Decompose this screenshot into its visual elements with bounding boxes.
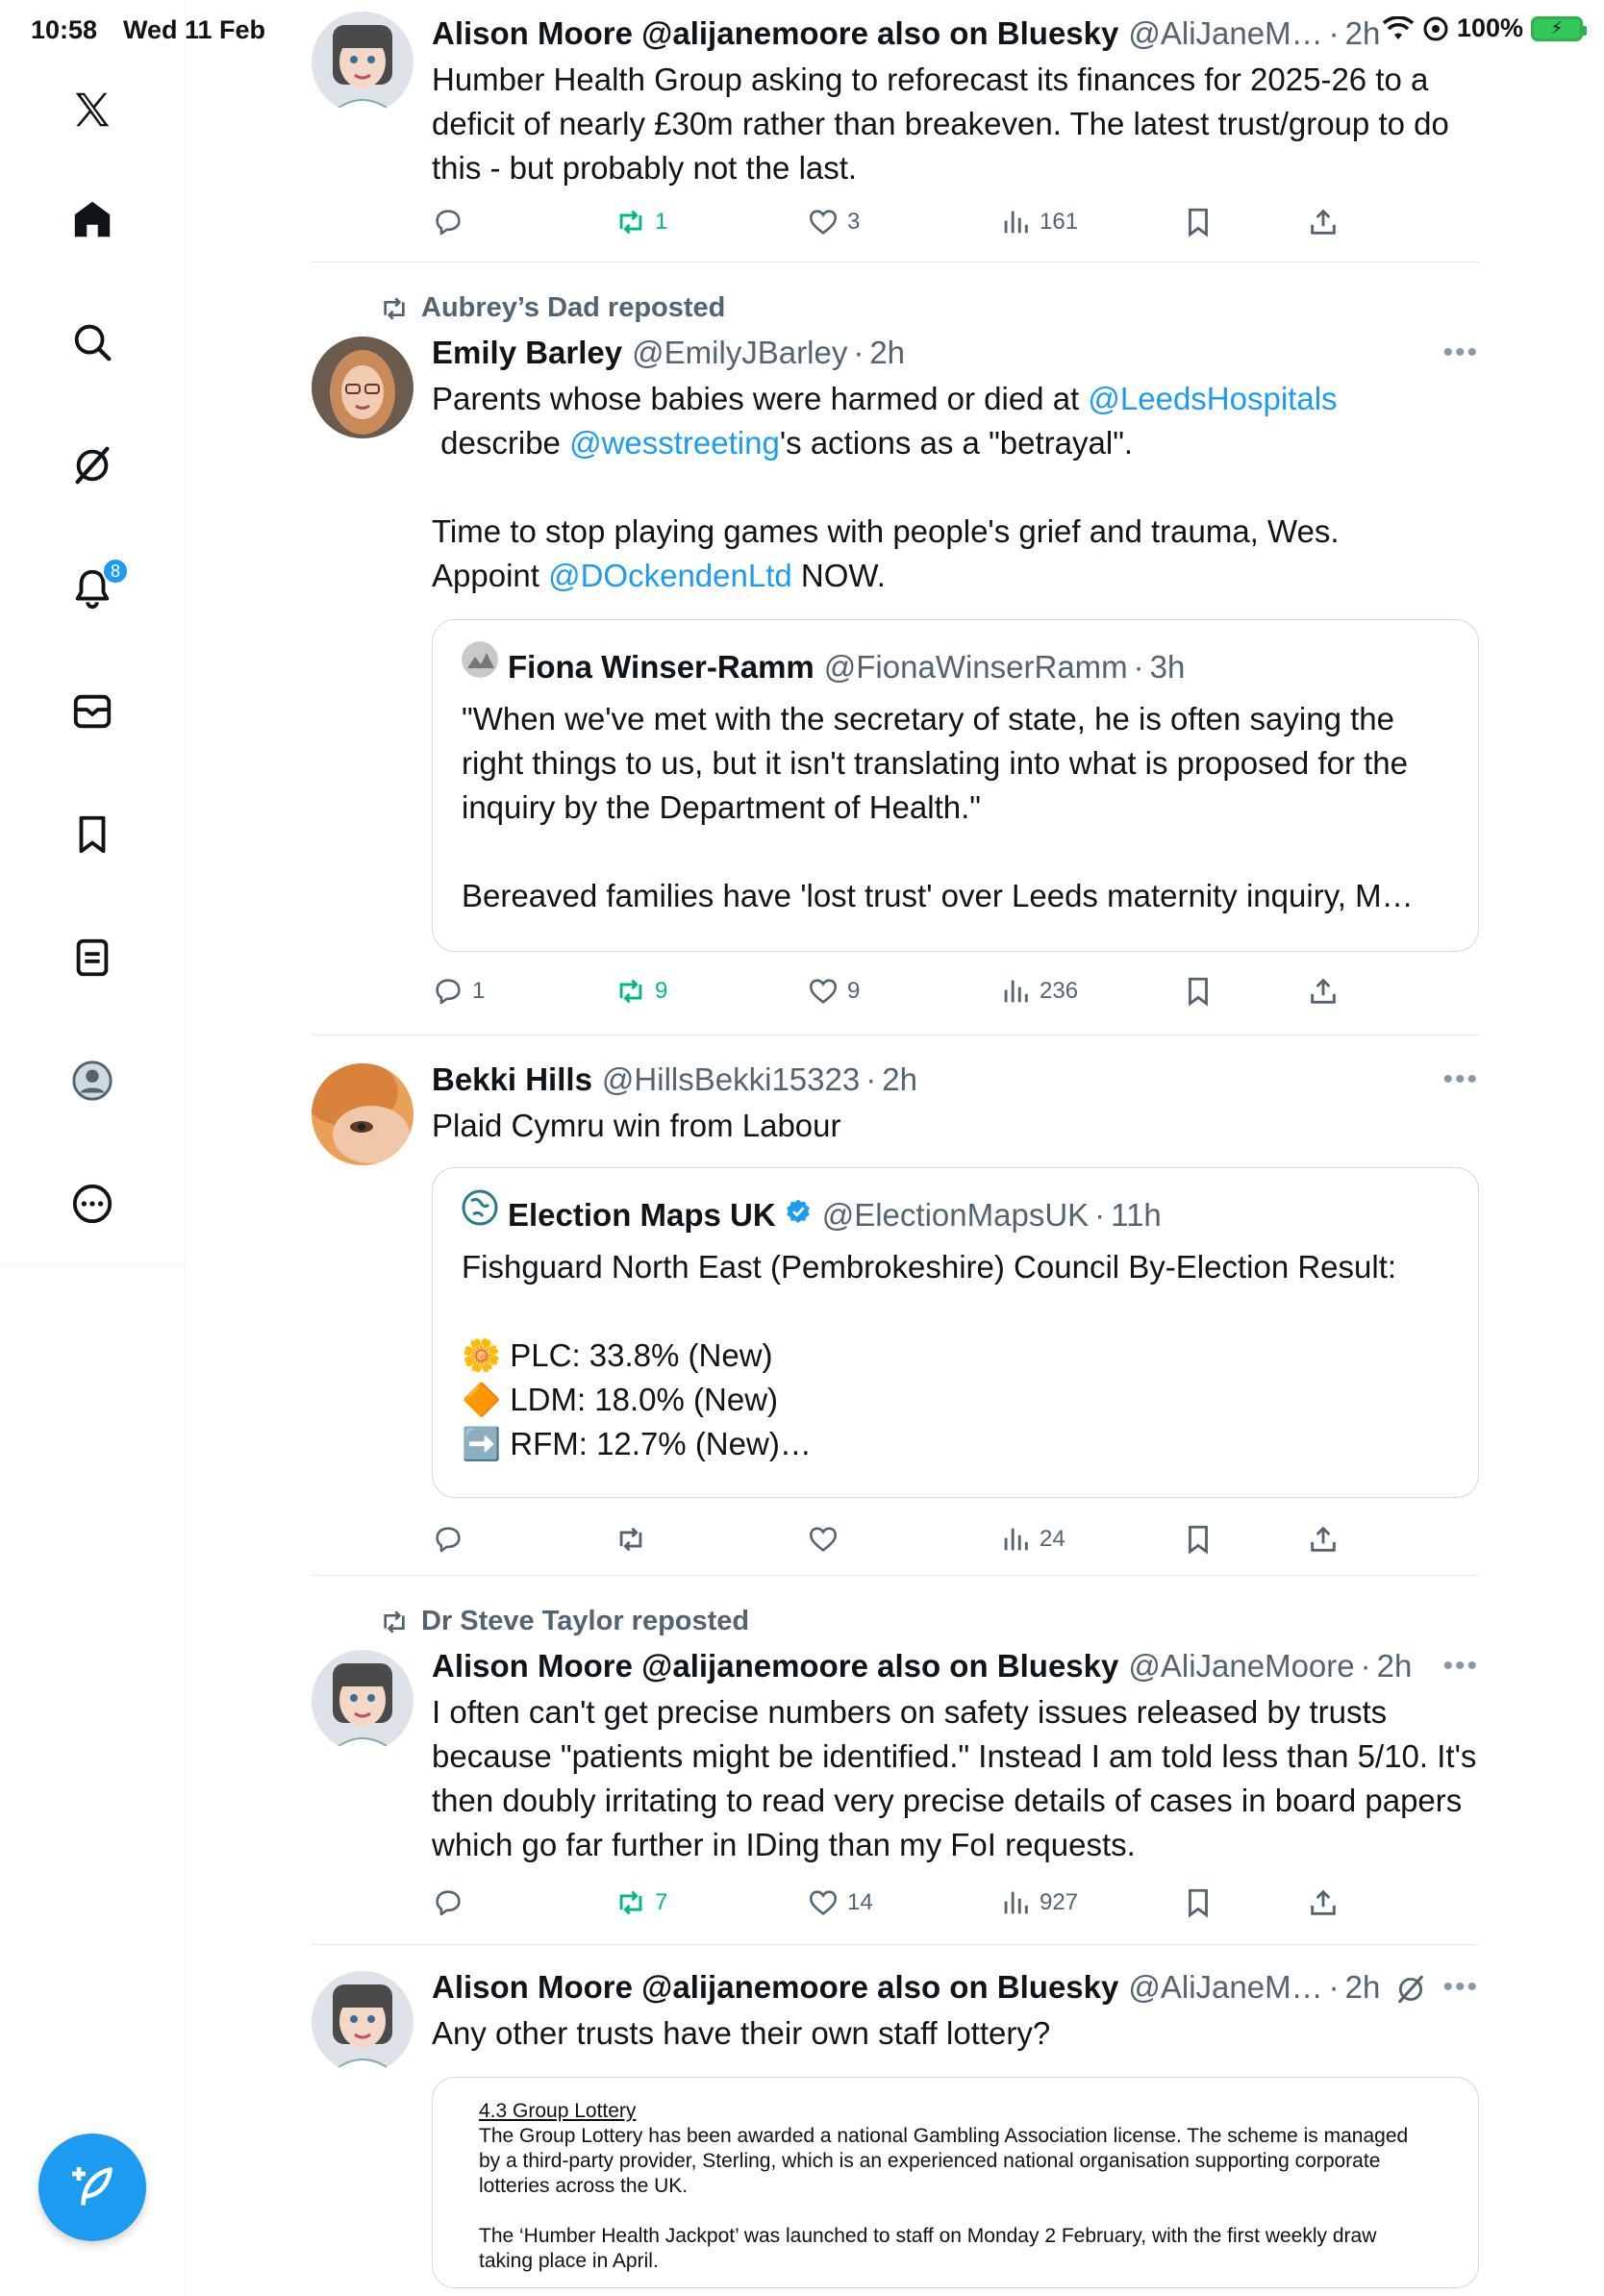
post-time[interactable]: 2h — [1376, 1648, 1413, 1684]
quote-author-name[interactable]: Election Maps UK — [508, 1197, 776, 1233]
share-icon — [1307, 206, 1340, 238]
views-button[interactable] — [999, 1523, 1065, 1556]
search-icon[interactable] — [65, 315, 119, 369]
post-text: Any other trusts have their own staff lottery? — [432, 2015, 1051, 2051]
repost-count: 1 — [655, 209, 668, 235]
more-options-icon[interactable]: ••• — [1442, 1650, 1479, 1682]
author-name[interactable]: Alison Moore @alijanemoore also on Bluesky — [432, 1969, 1119, 2005]
quote-author-handle[interactable]: @ElectionMapsUK — [821, 1197, 1090, 1233]
grok-icon[interactable] — [1394, 1973, 1427, 2006]
author-name[interactable]: Alison Moore @alijanemoore also on Bluesky — [432, 15, 1119, 51]
views-button[interactable] — [999, 206, 1078, 238]
sidebar — [0, 0, 186, 2296]
quote-header: Election Maps UK @ElectionMapsUK · 11h — [462, 1189, 1449, 1234]
post-actions — [432, 975, 1355, 1013]
post-divider — [312, 1035, 1479, 1036]
more-options-icon[interactable]: ••• — [1442, 1063, 1479, 1095]
quote-avatar — [462, 1189, 498, 1226]
avatar[interactable] — [312, 337, 414, 438]
like-count: 14 — [847, 1889, 873, 1915]
reply-button[interactable] — [432, 975, 485, 1008]
mention-link[interactable]: @DOckendenLtd — [548, 558, 792, 593]
reply-button[interactable] — [432, 1886, 464, 1919]
bookmarks-icon[interactable] — [65, 808, 119, 861]
repost-button[interactable] — [614, 1523, 647, 1556]
compose-button[interactable] — [38, 2134, 146, 2241]
mention-link[interactable]: @wesstreeting — [569, 425, 780, 461]
doc-paragraph: The Group Lottery has been awarded a national Gambling Association license. The scheme is managed by a third-party provider, Sterling, which is an experienced national organisation supporting corporate lotteries across the UK. — [479, 2125, 1409, 2197]
views-icon — [999, 206, 1032, 238]
post-actions — [432, 1523, 1355, 1561]
views-button[interactable] — [999, 975, 1078, 1008]
quote-time: 3h — [1149, 649, 1186, 685]
like-button[interactable] — [807, 1523, 840, 1556]
post-divider — [312, 1575, 1479, 1576]
author-handle[interactable]: @AliJaneM… — [1128, 15, 1323, 51]
result-line: 🔶 LDM: 18.0% (New) — [462, 1382, 779, 1417]
post-text: Parents whose babies were harmed or died at @LeedsHospitals describe @wesstreeting's actions as a "betrayal". Time to stop playing games with people's grief and trauma, Wes. Appoint @DOckendenLtd NOW. — [432, 381, 1340, 593]
result-line: ➡️ RFM: 12.7% (New)… — [462, 1426, 812, 1461]
battery-percent: 100% — [1456, 13, 1523, 42]
x-logo-icon[interactable] — [65, 83, 119, 137]
quote-link-title: Bereaved families have 'lost trust' over Leeds maternity inquiry, M… — [462, 878, 1414, 913]
post-header: Alison Moore @alijanemoore also on Bluesky @AliJaneMoore · 2h — [432, 1644, 1479, 1688]
bookmark-button[interactable] — [1182, 975, 1215, 1008]
views-icon — [999, 975, 1032, 1008]
share-icon — [1307, 1886, 1340, 1919]
doc-paragraph: The ‘Humber Health Jackpot’ was launched to staff on Monday 2 February, with the first weekly draw taking place in April. — [479, 2225, 1377, 2272]
bookmark-icon — [1182, 206, 1215, 238]
quote-avatar — [462, 641, 498, 678]
heart-icon — [807, 1886, 840, 1919]
share-button[interactable] — [1307, 206, 1340, 238]
quote-text: "When we've met with the secretary of state, he is often saying the right things to us, but it isn't translating into what is proposed for the inquiry by the Department of Health." — [462, 701, 1417, 825]
quote-author-handle[interactable]: @FionaWinserRamm — [823, 649, 1128, 685]
repost-icon — [379, 293, 410, 324]
grok-icon[interactable] — [65, 438, 119, 492]
reply-icon — [432, 1523, 464, 1556]
post-actions — [432, 1886, 1355, 1925]
views-count: 927 — [1040, 1889, 1079, 1915]
like-button[interactable] — [807, 975, 860, 1008]
bookmark-icon — [1182, 1523, 1215, 1556]
reposted-by[interactable]: Dr Steve Taylor reposted — [421, 1606, 750, 1636]
author-name[interactable]: Alison Moore @alijanemoore also on Bluesky — [432, 1648, 1119, 1684]
bookmark-icon — [1182, 1886, 1215, 1919]
author-name[interactable]: Bekki Hills — [432, 1061, 592, 1097]
like-button[interactable] — [807, 1886, 873, 1919]
more-options-icon[interactable]: ••• — [1442, 1971, 1479, 2003]
repost-count: 7 — [655, 1889, 668, 1915]
post-header: Alison Moore @alijanemoore also on Bluesky @AliJaneM… · 2h — [432, 1965, 1479, 2009]
post-time[interactable]: 2h — [882, 1061, 917, 1097]
heart-icon — [807, 206, 840, 238]
post-text: Plaid Cymru win from Labour — [432, 1108, 841, 1143]
doc-heading: 4.3 Group Lottery — [479, 2100, 637, 2122]
home-icon[interactable] — [65, 192, 119, 246]
repost-indicator — [379, 1606, 749, 1637]
reply-icon — [432, 206, 464, 238]
repost-icon — [379, 1607, 410, 1637]
author-handle[interactable]: @AliJaneM… — [1128, 1969, 1323, 2005]
reply-icon — [432, 1886, 464, 1919]
like-count: 9 — [847, 978, 861, 1004]
post-header: Bekki Hills @HillsBekki15323 · 2h — [432, 1058, 1479, 1102]
reply-icon — [432, 975, 464, 1008]
reply-count: 1 — [472, 978, 486, 1004]
quoted-post[interactable] — [432, 1167, 1479, 1498]
quote-author-name[interactable]: Fiona Winser-Ramm — [508, 649, 815, 685]
avatar[interactable] — [312, 1971, 414, 2073]
author-name[interactable]: Emily Barley — [432, 335, 623, 370]
views-count: 236 — [1040, 978, 1079, 1004]
quoted-post[interactable] — [432, 619, 1479, 952]
more-options-icon[interactable]: ••• — [1442, 337, 1479, 368]
repost-button[interactable] — [614, 206, 667, 238]
like-count: 3 — [847, 209, 861, 235]
heart-icon — [807, 1523, 840, 1556]
repost-indicator — [379, 292, 725, 324]
author-handle[interactable]: @AliJaneMoore — [1128, 1648, 1355, 1684]
reply-button[interactable] — [432, 206, 464, 238]
result-line: 🌼 PLC: 33.8% (New) — [462, 1337, 773, 1373]
views-count: 24 — [1040, 1526, 1065, 1552]
post-time[interactable]: 2h — [869, 335, 906, 370]
bookmark-button[interactable] — [1182, 1886, 1215, 1919]
repost-count: 9 — [655, 978, 668, 1004]
heart-icon — [807, 975, 840, 1008]
sidebar-divider — [0, 1264, 186, 1265]
post-divider — [312, 1944, 1479, 1945]
post-header: Alison Moore @alijanemoore also on Bluesky @AliJaneM… · 2h — [432, 12, 1479, 56]
repost-icon — [614, 975, 647, 1008]
repost-button[interactable] — [614, 975, 667, 1008]
post-actions — [432, 206, 1355, 244]
author-handle[interactable]: @EmilyJBarley — [632, 335, 848, 370]
repost-button[interactable] — [614, 1886, 667, 1919]
quote-header: Fiona Winser-Ramm @FionaWinserRamm · 3h — [462, 641, 1449, 686]
more-icon[interactable] — [65, 1177, 119, 1231]
repost-icon — [614, 1523, 647, 1556]
compose-feather-icon — [65, 2160, 119, 2214]
post-time[interactable]: 2h — [1344, 15, 1381, 51]
bookmark-button[interactable] — [1182, 206, 1215, 238]
views-button[interactable] — [999, 1886, 1078, 1919]
repost-icon — [614, 1886, 647, 1919]
status-time: 10:58 — [31, 15, 98, 44]
post-text: I often can't get precise numbers on safety issues released by trusts because "patients might be identified." Instead I am told less than 5/10. It's then doubly irritating to read very precise details of cases in board papers which go far further in IDing than my FoI requests. — [432, 1694, 1486, 1862]
attached-image[interactable] — [432, 2077, 1479, 2288]
lists-icon[interactable] — [65, 931, 119, 985]
share-button[interactable] — [1307, 975, 1340, 1008]
messages-icon[interactable] — [65, 685, 119, 738]
repost-icon — [614, 206, 647, 238]
views-icon — [999, 1523, 1032, 1556]
bookmark-icon — [1182, 975, 1215, 1008]
mention-link[interactable]: @LeedsHospitals — [1088, 381, 1338, 416]
post-text: Humber Health Group asking to reforecast its finances for 2025-26 to a deficit of nearly £30m rather than breakeven. The latest trust/group to do this - but probably not the last. — [432, 62, 1459, 186]
bookmark-button[interactable] — [1182, 1523, 1215, 1556]
share-button[interactable] — [1307, 1523, 1340, 1556]
status-date: Wed 11 Feb — [123, 15, 266, 44]
views-icon — [999, 1886, 1032, 1919]
share-button[interactable] — [1307, 1886, 1340, 1919]
quote-text: Fishguard North East (Pembrokeshire) Council By-Election Result: — [462, 1249, 1397, 1285]
avatar[interactable] — [312, 12, 414, 113]
reply-button[interactable] — [432, 1523, 464, 1556]
battery-icon: ⚡ — [1531, 16, 1583, 41]
share-icon — [1307, 975, 1340, 1008]
avatar[interactable] — [312, 1650, 414, 1752]
share-icon — [1307, 1523, 1340, 1556]
author-handle[interactable]: @HillsBekki15323 — [601, 1061, 861, 1097]
post-header: Emily Barley @EmilyJBarley · 2h — [432, 331, 1479, 375]
verified-badge-icon — [784, 1197, 813, 1226]
profile-icon[interactable] — [65, 1054, 119, 1108]
post-time[interactable]: 2h — [1344, 1969, 1381, 2005]
views-count: 161 — [1040, 209, 1079, 235]
avatar[interactable] — [312, 1063, 414, 1165]
reposted-by[interactable]: Aubrey’s Dad reposted — [421, 292, 726, 323]
like-button[interactable] — [807, 206, 860, 238]
quote-time: 11h — [1111, 1197, 1162, 1233]
notification-badge: 8 — [102, 558, 129, 585]
